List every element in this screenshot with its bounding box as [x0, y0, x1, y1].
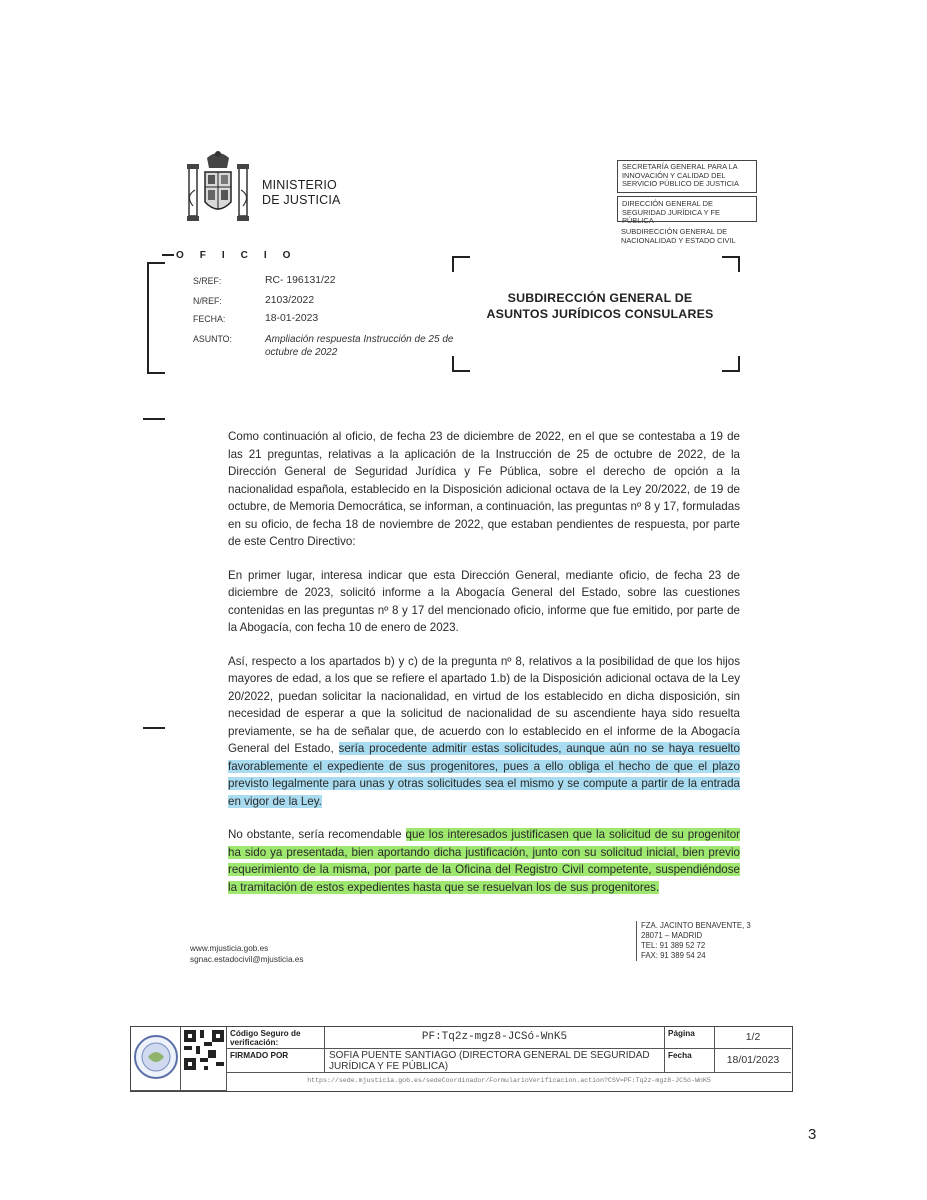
paragraph-2: En primer lugar, interesa indicar que esta Dirección General, mediante oficio, de fecha 23 de diciembre de 2023, solicitó informe a la Abogacía General del Estado, sobre las cuestiones contenidas en las preguntas nº 8 y 17 del mencionado oficio, informe que fue emitido, por parte de la Abogacía, con fecha 10 de enero de 2023.	[228, 568, 740, 634]
corner-mark	[452, 256, 470, 272]
qr-code-icon	[184, 1030, 224, 1070]
fecha-label: FECHA:	[193, 314, 226, 324]
seal-icon	[132, 1033, 180, 1081]
left-bracket	[147, 262, 165, 374]
sref-value: RC- 196131/22	[265, 275, 336, 286]
oficio-title-text: OFICIO	[176, 250, 307, 261]
nref-label: N/REF:	[193, 296, 222, 306]
verification-url[interactable]: https://sede.mjusticia.gob.es/sedeCoordinador/FormularioVerificacion.action?CSV=PF:Tq2z-mgz8-JCSó-WnK5	[307, 1077, 711, 1084]
page-number: 3	[808, 1126, 817, 1143]
address-line: FZA. JACINTO BENAVENTE, 3	[641, 921, 751, 930]
fecha-value: 18-01-2023	[265, 313, 319, 324]
page-label: Página	[665, 1027, 715, 1049]
letter-body	[228, 428, 740, 912]
recipient-line-1: SUBDIRECCIÓN GENERAL DE	[507, 291, 693, 305]
ministry-line-2: DE JUSTICIA	[262, 193, 341, 207]
page-value: 1/2	[715, 1027, 791, 1049]
corner-mark	[722, 256, 740, 272]
highlight-blue: sería procedente admitir estas solicitudes, aunque aún no se haya resuelto favorablemente el expediente de sus progenitores, pues a ello obliga el hecho de que el plazo previsto legalmente para unas y otras solicitudes sea el mismo y se compute a partir de la entrada en vigor de la Ley.	[228, 742, 740, 808]
box2-line: SEGURIDAD JURÍDICA Y FE PÚBLICA	[622, 207, 720, 226]
box3-line: NACIONALIDAD Y ESTADO CIVIL	[621, 235, 736, 245]
signed-by-label: FIRMADO POR	[227, 1049, 325, 1073]
seal-cell	[131, 1027, 181, 1091]
paragraph-1: Como continuación al oficio, de fecha 23 de diciembre de 2022, en el que se contestaba a 19 de las 21 preguntas, relativas a la aplicación de la Instrucción de 25 de octubre de 2022, de la Dirección General de Seguridad Jurídica y Fe Pública, sobre el derecho de opción a la nacionalidad española, establecido en la Disposición adicional octava de la Ley 20/2022, de 19 de octubre, de Memoria Democrática, se informan, a continuación, las preguntas nº 8 y 17, formuladas en su oficio, de fecha 18 de noviembre de 2022, que estaban pendientes de respuesta, por parte de este Centro Directivo:	[228, 430, 740, 548]
fold-mark	[143, 418, 165, 420]
qr-cell	[181, 1027, 227, 1091]
oficio-title	[162, 250, 306, 261]
subdireccion-box	[617, 226, 757, 248]
corner-mark	[452, 356, 470, 372]
asunto-value: Ampliación respuesta Instrucción de 25 de octubre de 2022	[265, 334, 454, 358]
website-link[interactable]: www.mjusticia.gob.es	[190, 944, 269, 953]
box1-line: SERVICIO PÚBLICO DE JUSTICIA	[622, 179, 739, 189]
asunto-label: ASUNTO:	[193, 334, 232, 344]
address-line: TEL: 91 389 52 72	[641, 941, 706, 950]
email-link[interactable]: sgnac.estadocivil@mjusticia.es	[190, 955, 304, 964]
address-line: 28071 – MADRID	[641, 931, 703, 940]
fold-mark	[143, 727, 165, 729]
direccion-box	[617, 196, 757, 226]
dash-mark	[162, 254, 174, 256]
paragraph-4-text: No obstante, sería recomendable	[228, 828, 406, 841]
paragraph-4	[228, 826, 740, 896]
sref-label: S/REF:	[193, 276, 222, 286]
coat-of-arms-logo	[185, 150, 251, 230]
secretaria-box	[617, 160, 757, 193]
paragraph-3-text: Así, respecto a los apartados b) y c) de la pregunta nº 8, relativos a la posibilidad de que los hijos mayores de edad, a los que se refiere el apartado 1.b) de la Disposición adicional octava de la Ley 20/2022, puedan solicitar la nacionalidad, en virtud de los establecido en dicha disposición, sin necesidad de esperar a que la solicitud de nacionalidad de su ascendiente haya sido resuelta previamente, se ha de señalar que, de acuerdo con lo establecido en el informe de la Abogacía General del Estado,	[228, 654, 740, 755]
address-line: FAX: 91 389 54 24	[641, 951, 706, 960]
date-label: Fecha	[665, 1049, 715, 1073]
signature-table	[130, 1026, 793, 1092]
nref-value: 2103/2022	[265, 295, 315, 306]
recipient	[470, 290, 730, 322]
csv-value: PF:Tq2z-mgz8-JCSó-WnK5	[325, 1027, 665, 1049]
footer-address	[636, 921, 751, 961]
recipient-line-2: ASUNTOS JURÍDICOS CONSULARES	[486, 307, 714, 321]
box3-line: SUBDIRECCIÓN GENERAL DE	[621, 227, 728, 236]
ministry-line-1: MINISTERIO	[262, 178, 337, 192]
box2-line: DIRECCIÓN GENERAL DE	[622, 199, 713, 208]
date-value: 18/01/2023	[715, 1049, 791, 1073]
csv-label: Código Seguro de verificación:	[227, 1027, 325, 1049]
signed-by-value: SOFIA PUENTE SANTIAGO (DIRECTORA GENERAL DE SEGURIDAD JURÍDICA Y FE PÚBLICA)	[325, 1049, 665, 1073]
footer-contact	[190, 943, 303, 965]
box1-line: INNOVACIÓN Y CALIDAD DEL	[622, 170, 726, 180]
corner-mark	[722, 356, 740, 372]
highlight-green: que los interesados justificasen que la solicitud de su progenitor ha sido ya presentada, bien aportando dicha justificación, junto con su solicitud inicial, bien previo requerimiento de la misma, por parte de la Oficina del Registro Civil competente, suspendiéndose la tramitación de estos expedientes hasta que se resuelvan los de sus progenitores.	[228, 828, 740, 894]
ministry-name	[262, 178, 341, 208]
paragraph-3	[228, 653, 740, 811]
box1-line: SECRETARÍA GENERAL PARA LA	[622, 162, 738, 171]
